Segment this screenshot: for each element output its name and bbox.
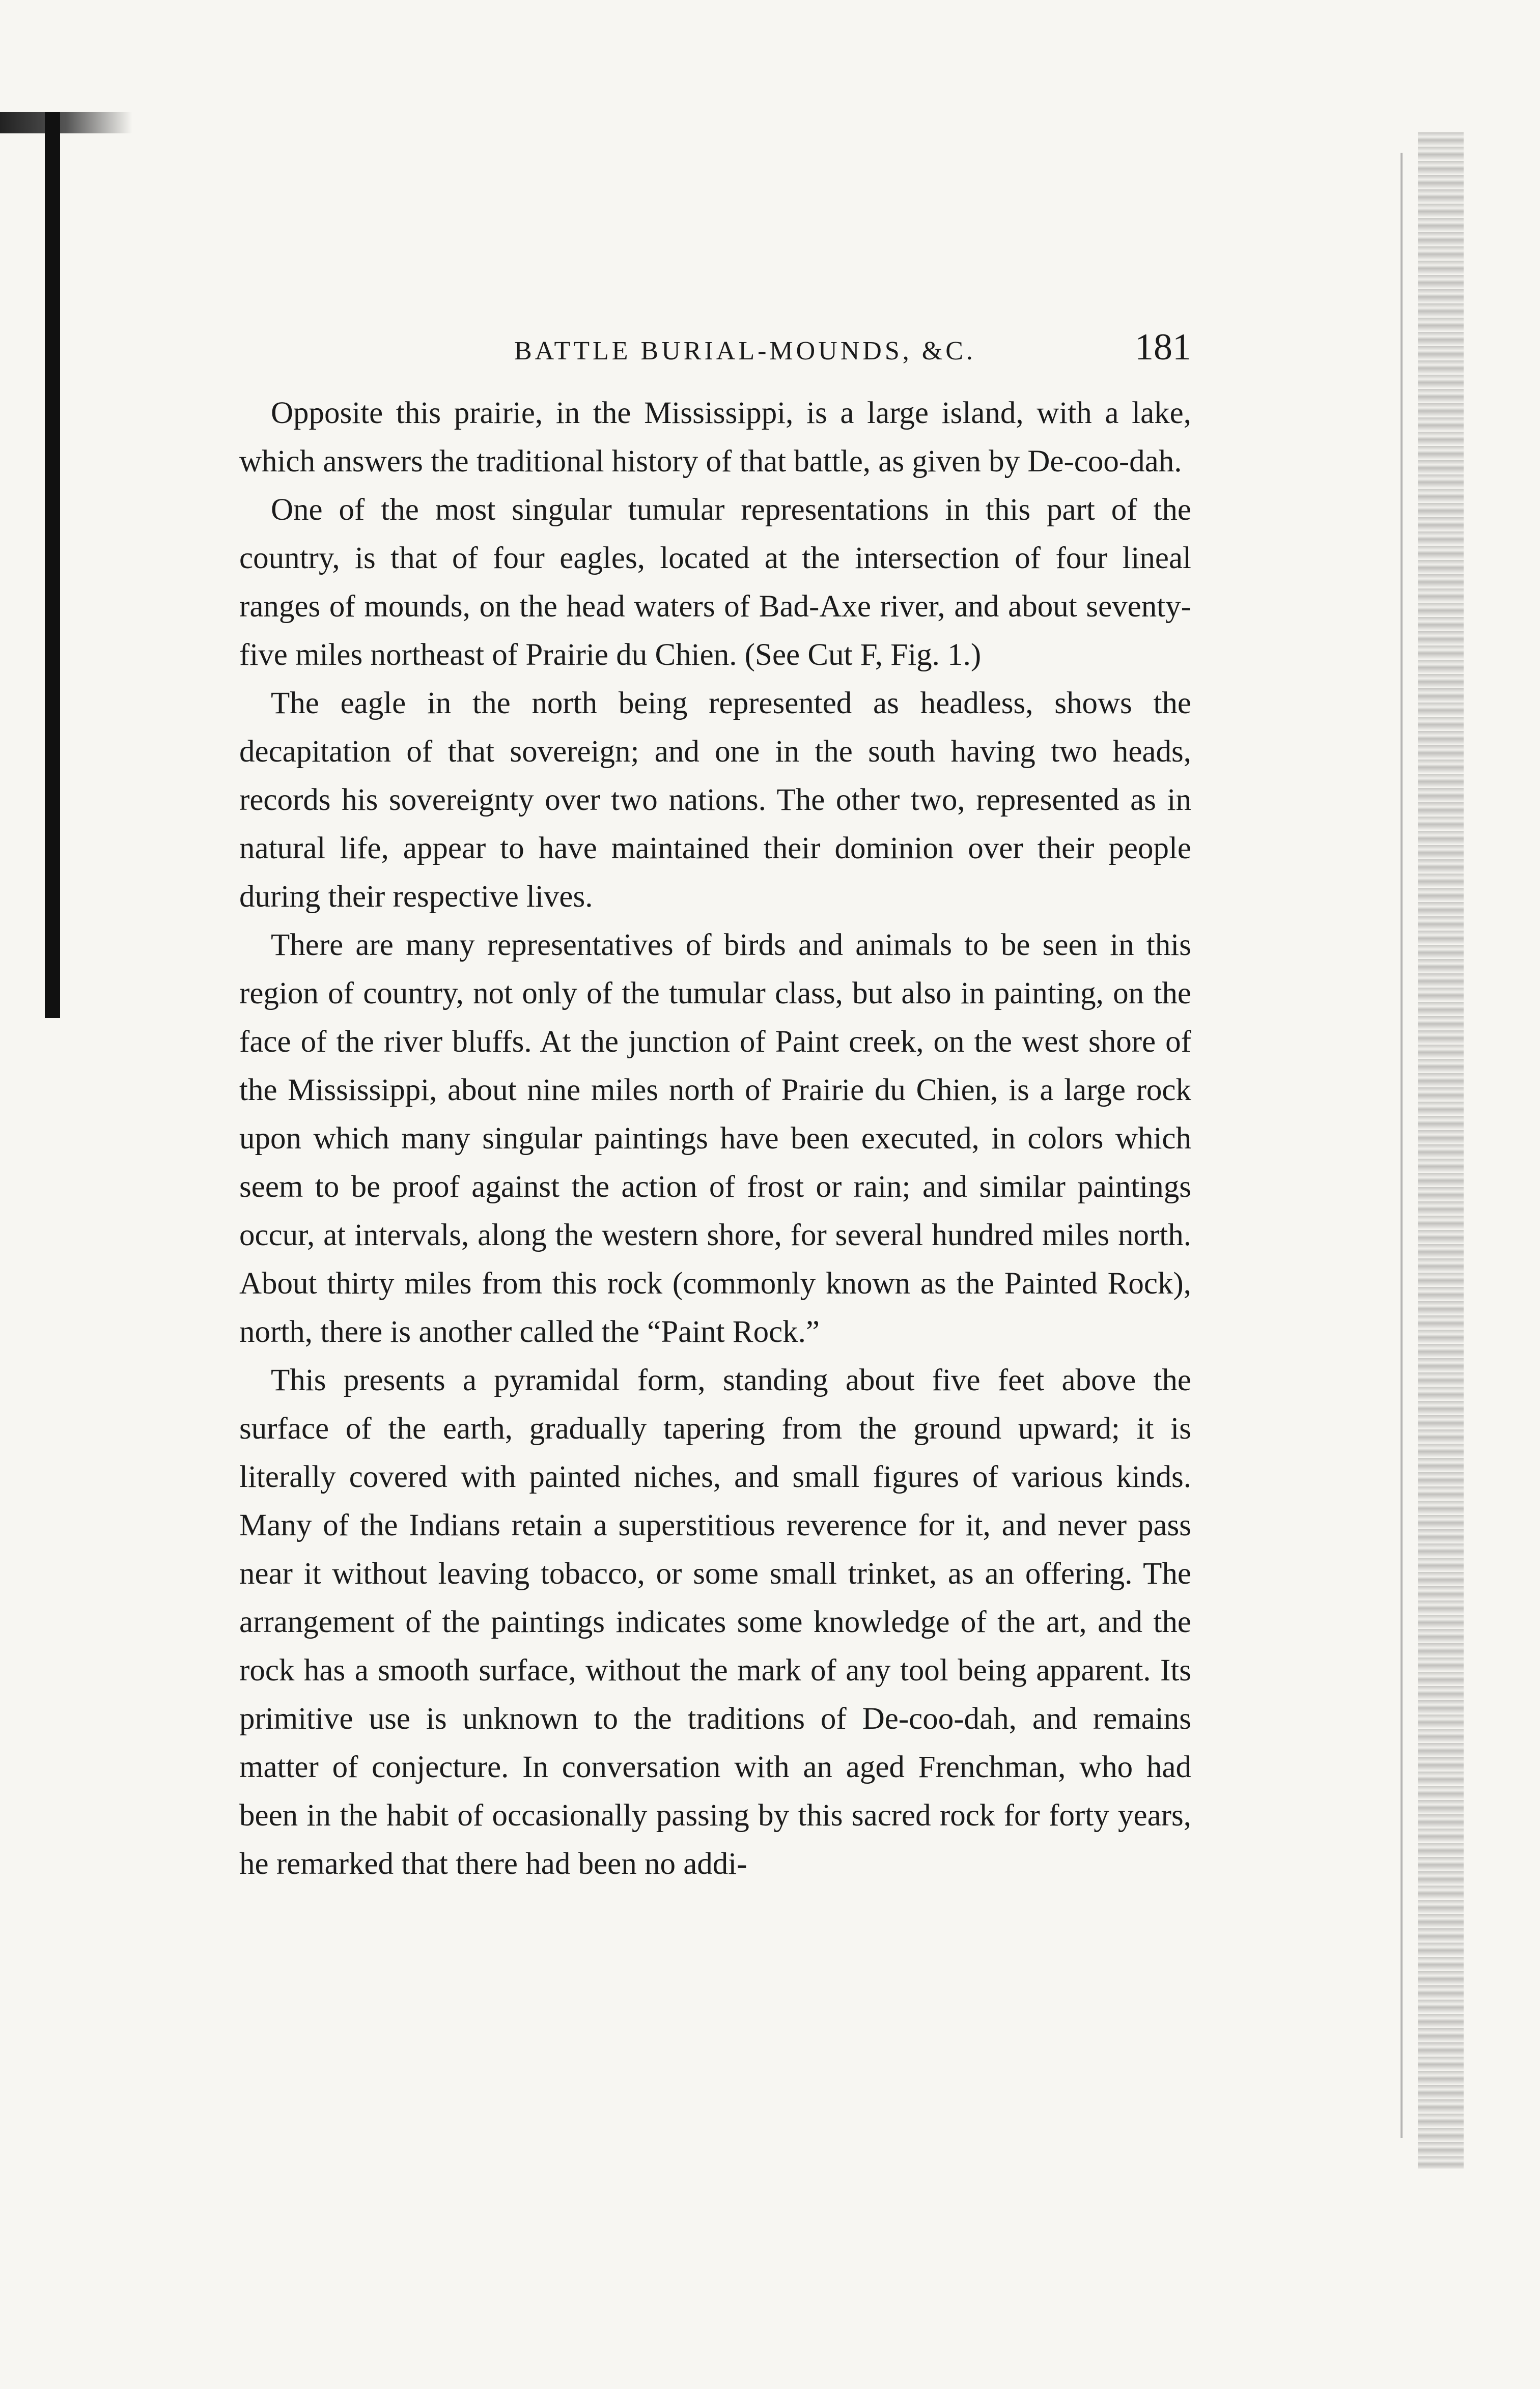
paragraph: The eagle in the north being represented as headless, shows the decapitation of that sovereign; and one in the south having two heads, records his sovereignty over two nations. The other two, represented as in natural life, appear to have maintained their dominion over their people during their respective lives. — [239, 686, 1191, 914]
scan-edge-shadow — [0, 112, 132, 133]
body-text — [239, 389, 1191, 1888]
scan-page-edge — [1418, 132, 1464, 2169]
scan-edge-line — [1401, 153, 1403, 2138]
running-head: BATTLE BURIAL-MOUNDS, &C. — [514, 336, 976, 366]
page-number: 181 — [1135, 326, 1191, 368]
paragraph: This presents a pyramidal form, standing about five feet above the surface of the earth, gradually tapering from the ground upward; it is literally covered with painted niches, and small figures of various kinds. Many of the Indians retain a superstitious reverence for it, and never pass near it without leaving tobacco, or some small trinket, as an offering. The arrangement of the paintings indicates some knowledge of the art, and the rock has a smooth surface, without the mark of any tool being apparent. Its primitive use is unknown to the traditions of De-coo-dah, and remains matter of conjecture. In conversation with an aged Frenchman, who had been in the habit of occasionally passing by this sacred rock for forty years, he remarked that there had been no addi- — [239, 1363, 1191, 1881]
book-page — [239, 326, 1191, 1888]
scan-binding-edge — [45, 112, 60, 1018]
page-header — [239, 326, 1191, 372]
paragraph: Opposite this prairie, in the Mississippi, is a large island, with a lake, which answers the traditional history of that battle, as given by De-coo-dah. — [239, 396, 1191, 479]
paragraph: One of the most singular tumular representations in this part of the country, is that of four eagles, located at the intersection of four lineal ranges of mounds, on the head waters of Bad-Axe river, and about seventy-five miles northeast of Prairie du Chien. (See Cut F, Fig. 1.) — [239, 493, 1191, 672]
paragraph: There are many representatives of birds and animals to be seen in this region of country, not only of the tumular class, but also in painting, on the face of the river bluffs. At the junction of Paint creek, on the west shore of the Mississippi, about nine miles north of Prairie du Chien, is a large rock upon which many singular paintings have been executed, in colors which seem to be proof against the action of frost or rain; and similar paintings occur, at intervals, along the western shore, for several hundred miles north. About thirty miles from this rock (commonly known as the Painted Rock), north, there is another called the “Paint Rock.” — [239, 928, 1191, 1349]
